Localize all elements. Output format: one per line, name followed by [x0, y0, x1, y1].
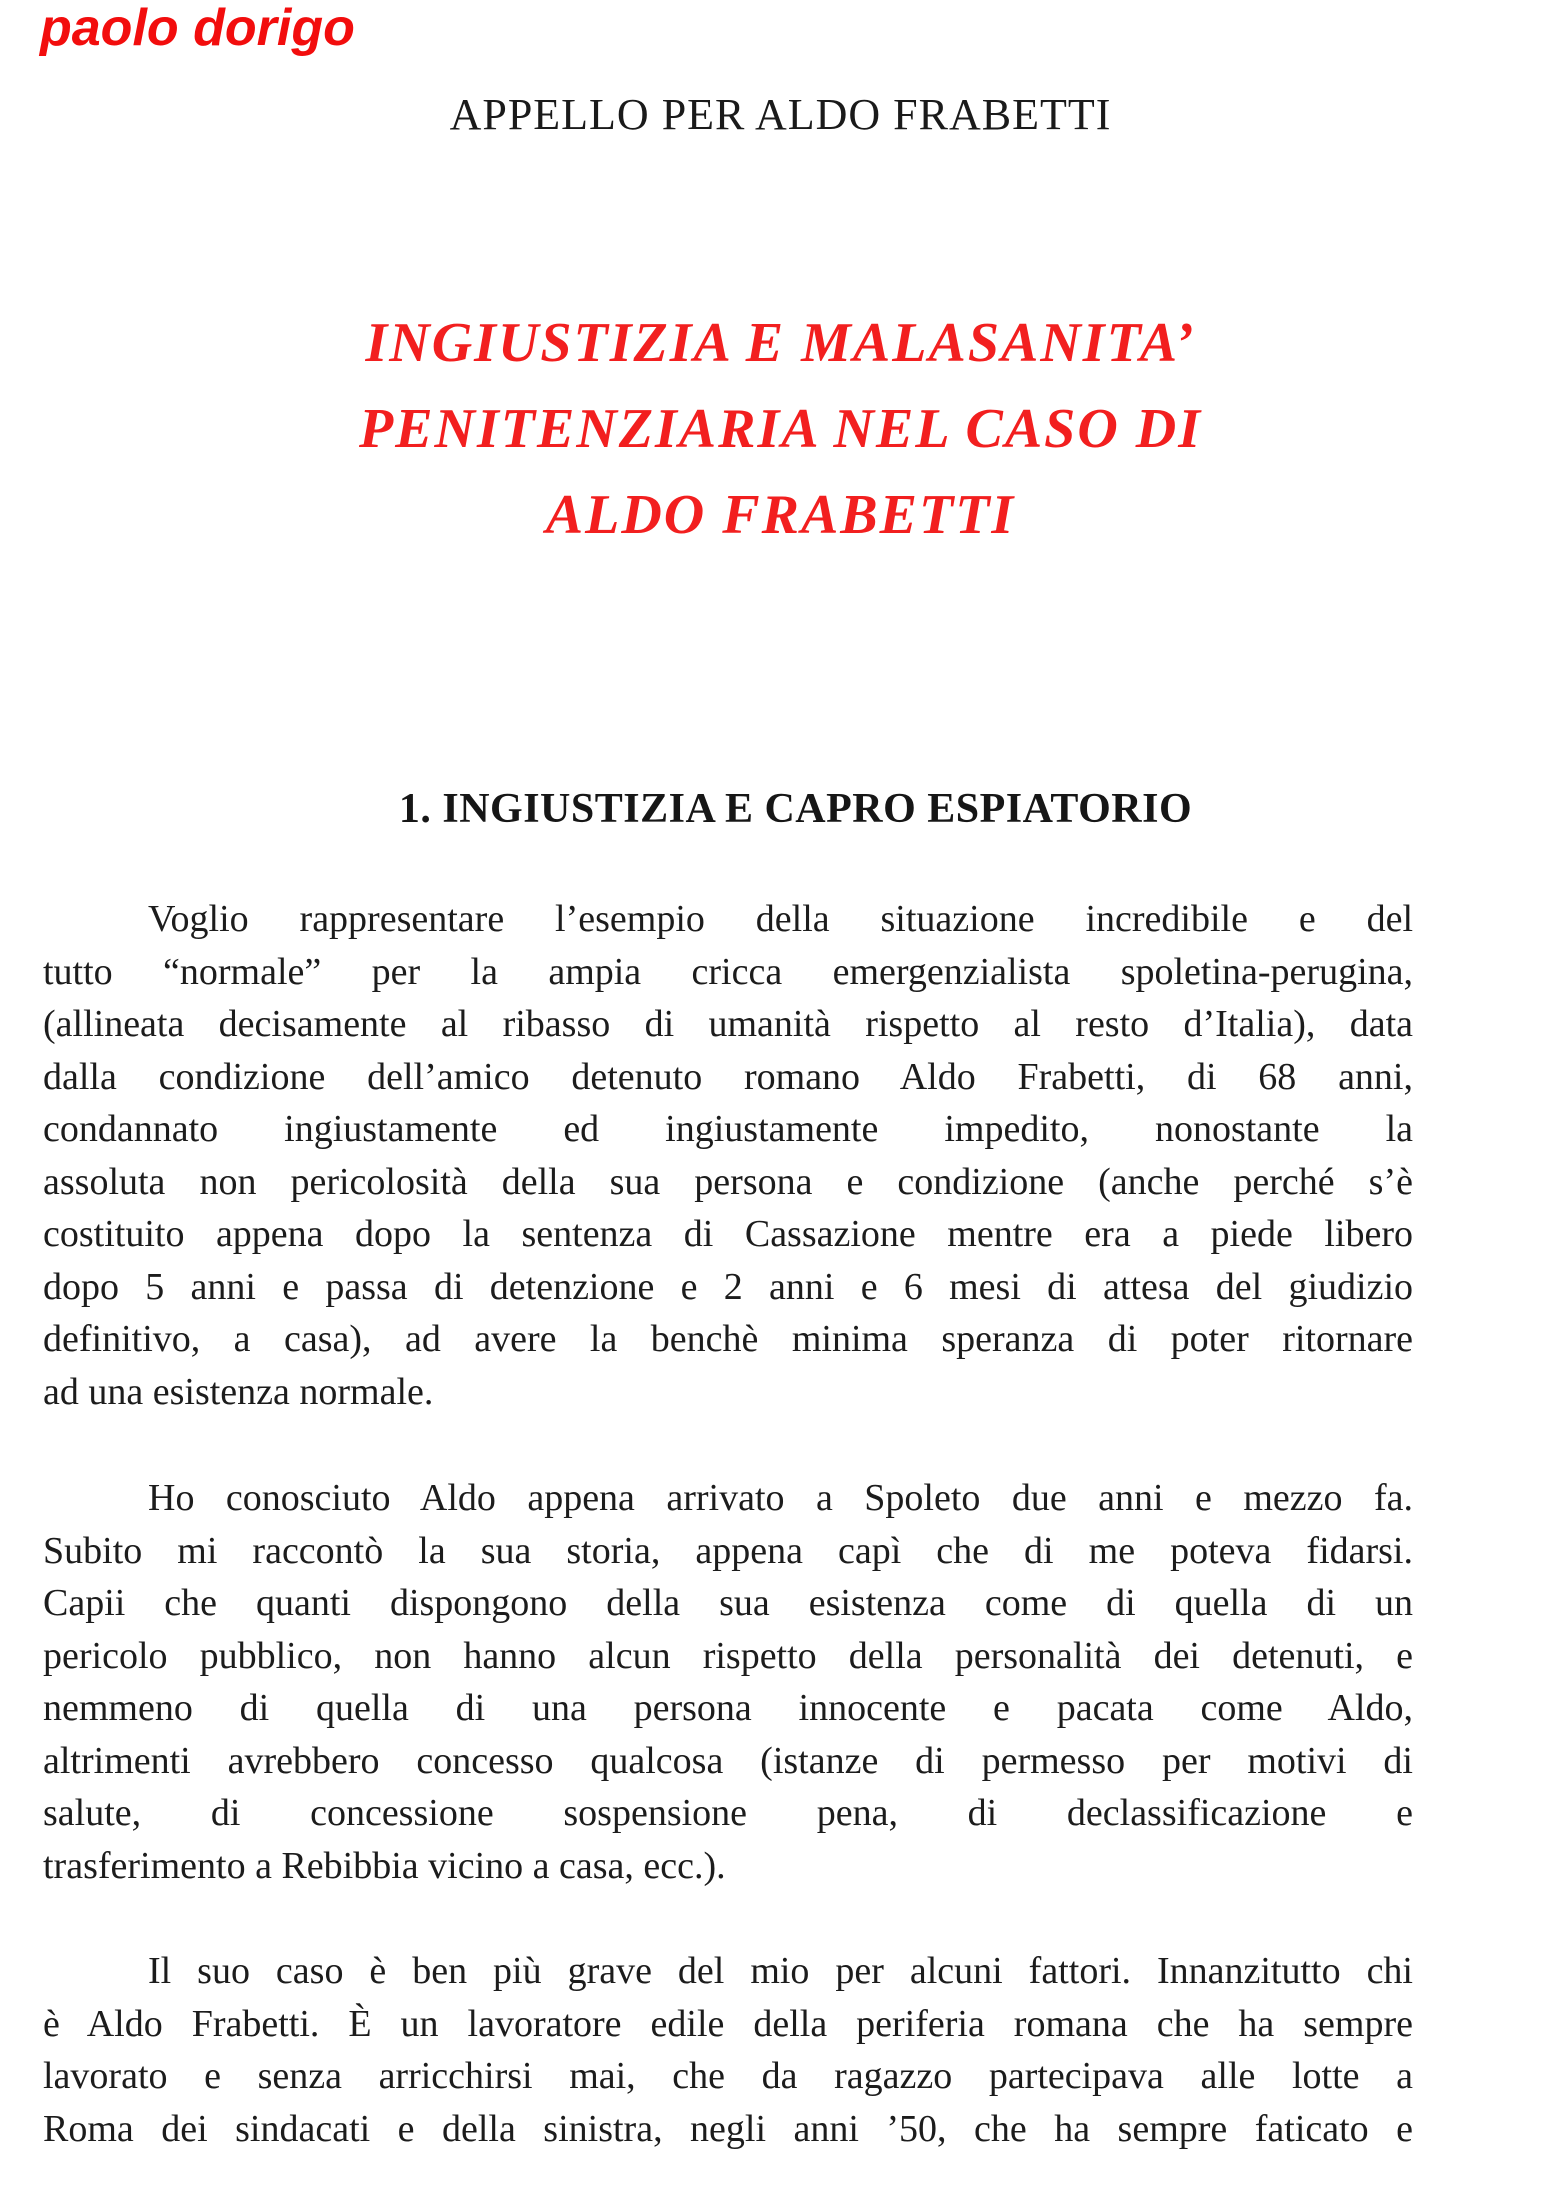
paragraph	[43, 893, 1413, 1418]
text-line: pericolo pubblico, non hanno alcun rispetto della personalità dei detenuti, e	[43, 1634, 1413, 1677]
section-heading: 1. INGIUSTIZIA E CAPRO ESPIATORIO	[398, 786, 1193, 832]
text-line: Roma dei sindacati e della sinistra, negli anni ’50, che ha sempre faticato e	[43, 2107, 1413, 2150]
paragraph	[43, 1945, 1413, 2155]
text-line: nemmeno di quella di una persona innocente e pacata come Aldo,	[43, 1687, 1413, 1729]
text-line: Voglio rappresentare l’esempio della situazione incredibile e del	[148, 898, 1413, 940]
text-line: definitivo, a casa), ad avere la benchè minima speranza di poter ritornare	[43, 1318, 1413, 1360]
author-name: paolo dorigo	[40, 0, 355, 57]
text-line: Il suo caso è ben più grave del mio per alcuni fattori. Innanzitutto chi	[148, 1950, 1413, 1992]
text-line: condannato ingiustamente ed ingiustamente impedito, nonostante la	[43, 1108, 1413, 1150]
text-line: dopo 5 anni e passa di detenzione e 2 anni e 6 mesi di attesa del giudizio	[43, 1265, 1413, 1308]
text-line: lavorato e senza arricchirsi mai, che da ragazzo partecipava alle lotte a	[43, 2055, 1413, 2097]
text-line: Ho conosciuto Aldo appena arrivato a Spoleto due anni e mezzo fa.	[148, 1477, 1413, 1519]
paragraph	[43, 1472, 1413, 1892]
text-line: Subito mi raccontò la sua storia, appena capì che di me poteva fidarsi.	[43, 1529, 1413, 1572]
text-line: è Aldo Frabetti. È un lavoratore edile della periferia romana che ha sempre	[43, 2002, 1413, 2045]
text-line: assoluta non pericolosità della sua persona e condizione (anche perché s’è	[43, 1160, 1413, 1203]
text-line: tutto “normale” per la ampia cricca emergenzialista spoletina-perugina,	[43, 950, 1413, 993]
text-line: dalla condizione dell’amico detenuto romano Aldo Frabetti, di 68 anni,	[43, 1055, 1413, 1098]
text-line: (allineata decisamente al ribasso di umanità rispetto al resto d’Italia), data	[43, 1003, 1413, 1045]
text-line: altrimenti avrebbero concesso qualcosa (istanze di permesso per motivi di	[43, 1739, 1413, 1782]
title-line: ALDO FRABETTI	[545, 484, 1016, 546]
text-line: Capii che quanti dispongono della sua esistenza come di quella di un	[43, 1582, 1413, 1624]
text-line: ad una esistenza normale.	[43, 1370, 434, 1413]
appeal-title: APPELLO PER ALDO FRABETTI	[449, 90, 1112, 139]
title-line: INGIUSTIZIA E MALASANITA’	[365, 312, 1196, 374]
text-line: trasferimento a Rebibbia vicino a casa, ecc.).	[43, 1844, 726, 1887]
text-line: costituito appena dopo la sentenza di Cassazione mentre era a piede libero	[43, 1213, 1413, 1255]
text-line: salute, di concessione sospensione pena, di declassificazione e	[43, 1792, 1413, 1834]
document-title	[0, 300, 1541, 558]
title-line: PENITENZIARIA NEL CASO DI	[359, 398, 1202, 460]
